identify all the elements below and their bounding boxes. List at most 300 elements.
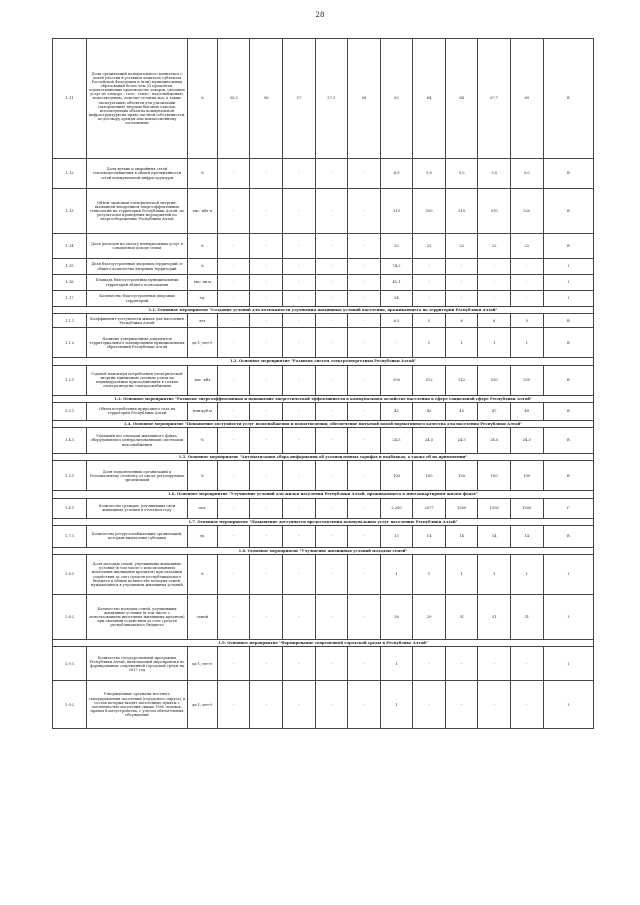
value-cell: 43 <box>413 402 446 420</box>
section-header: 1.3. Основное мероприятие "Развитие энергоэффективных и повышение энергетической эффективности в коммунальном хозяйстве населения в сфере социальной сфере Республики Алтай" <box>53 395 594 402</box>
value-cell: 58 <box>348 39 381 159</box>
value-cell: - <box>315 291 348 307</box>
section-header: 1.5. Основное мероприятие "Автоматизация сбора информации об установленных тарифах и надбавках, а также об их применении" <box>53 454 594 461</box>
value-cell: 22 <box>478 234 511 259</box>
value-cell: 1 <box>445 555 478 595</box>
table-row <box>53 402 594 420</box>
value-cell: 31 <box>478 595 511 640</box>
table-row <box>53 555 594 595</box>
value-cell: - <box>348 525 381 547</box>
value-cell: - <box>217 189 250 234</box>
table-row <box>53 189 594 234</box>
value-cell: 510 <box>445 189 478 234</box>
value-cell: - <box>315 555 348 595</box>
value-cell: 100 <box>478 461 511 491</box>
value-cell: 500 <box>380 365 413 395</box>
value-cell: 100 <box>380 461 413 491</box>
row-number-cell: 1.11 <box>53 39 87 159</box>
table-row <box>53 681 594 729</box>
table-row <box>53 291 594 307</box>
value-cell: - <box>315 275 348 291</box>
value-cell: - <box>250 314 283 328</box>
value-cell: - <box>250 402 283 420</box>
value-cell: - <box>250 555 283 595</box>
unit-cell: тыс. кВт <box>187 365 217 395</box>
value-cell: 42 <box>380 402 413 420</box>
row-number-cell: 1.9.2 <box>53 681 87 729</box>
indicator-name-cell: Удельный вес площади жилищного фонда, оборудованного централизованными системами водоснабжения <box>87 428 188 454</box>
value-cell: - <box>283 159 316 189</box>
value-cell: - <box>315 595 348 640</box>
indicator-name-cell: Доля благоустроенных дворовых территорий от общего количества дворовых территорий <box>87 259 188 275</box>
value-cell: - <box>445 259 478 275</box>
section-header-row <box>53 491 594 498</box>
value-cell: - <box>478 259 511 275</box>
value-cell: 1 <box>380 681 413 729</box>
value-cell: - <box>315 647 348 681</box>
row-number-cell: 1.9.1 <box>53 647 87 681</box>
value-cell: 69 <box>510 39 543 159</box>
value-cell: - <box>217 525 250 547</box>
table-row <box>53 647 594 681</box>
value-cell: - <box>510 647 543 681</box>
value-cell: 5,0 <box>510 159 543 189</box>
unit-cell: ед. <box>187 291 217 307</box>
value-cell: - <box>217 595 250 640</box>
value-cell: - <box>217 234 250 259</box>
value-cell: - <box>445 291 478 307</box>
value-cell: - <box>250 291 283 307</box>
value-cell: 1 <box>380 555 413 595</box>
value-cell: 510 <box>380 189 413 234</box>
section-header-row <box>53 307 594 314</box>
unit-cell: % <box>187 159 217 189</box>
unit-cell: % <box>187 39 217 159</box>
value-cell: - <box>217 314 250 328</box>
value-cell: - <box>217 647 250 681</box>
section-header-row <box>53 640 594 647</box>
section-header-row <box>53 395 594 402</box>
value-cell: - <box>510 291 543 307</box>
row-number-cell: 1.16 <box>53 275 87 291</box>
value-cell: - <box>283 428 316 454</box>
value-cell: - <box>315 189 348 234</box>
unit-cell: да-1; нет-0 <box>187 647 217 681</box>
value-cell: - <box>217 365 250 395</box>
section-header: 1.9. Основное мероприятие "Формирование современной городской среды в Республике Алтай" <box>53 640 594 647</box>
section-header-row <box>53 547 594 554</box>
value-cell: - <box>217 555 250 595</box>
value-cell: - <box>478 275 511 291</box>
row-number-cell: 1.5.1 <box>53 461 87 491</box>
category-cell: I <box>543 291 593 307</box>
value-cell: - <box>250 275 283 291</box>
category-cell: В <box>543 189 593 234</box>
row-number-cell: 1.6.1 <box>53 498 87 518</box>
unit-cell: тыс. кВт·ч <box>187 189 217 234</box>
row-number-cell: 1.13 <box>53 189 87 234</box>
value-cell: 100 <box>510 461 543 491</box>
value-cell: 62 <box>380 39 413 159</box>
category-cell: В <box>543 525 593 547</box>
value-cell: - <box>315 365 348 395</box>
value-cell: - <box>348 259 381 275</box>
value-cell: - <box>283 328 316 358</box>
value-cell: - <box>348 461 381 491</box>
value-cell: 525 <box>510 365 543 395</box>
table-row <box>53 525 594 547</box>
value-cell: - <box>250 365 283 395</box>
value-cell: 57,5 <box>315 39 348 159</box>
value-cell: - <box>348 681 381 729</box>
value-cell: 2077 <box>413 498 446 518</box>
value-cell: 100 <box>445 461 478 491</box>
value-cell: - <box>315 681 348 729</box>
value-cell: 5,0 <box>445 159 478 189</box>
row-number-cell: 1.8.1 <box>53 555 87 595</box>
value-cell: 29 <box>413 595 446 640</box>
value-cell: - <box>283 234 316 259</box>
category-cell: I <box>543 595 593 640</box>
indicator-name-cell: Количество благоустроенных дворовых территорий <box>87 291 188 307</box>
category-cell: I <box>543 681 593 729</box>
section-header: 1.8. Основное мероприятие "Улучшение жилищных условий молодых семей" <box>53 547 594 554</box>
category-cell: В <box>543 234 593 259</box>
value-cell: - <box>315 525 348 547</box>
value-cell: - <box>445 275 478 291</box>
value-cell: - <box>510 275 543 291</box>
value-cell: - <box>283 555 316 595</box>
section-header: 1.7. Основное мероприятие "Повышение доступности предоставления коммунальных услуг населению Республики Алтай" <box>53 518 594 525</box>
value-cell: - <box>250 259 283 275</box>
value-cell: 64 <box>445 39 478 159</box>
value-cell: - <box>478 681 511 729</box>
value-cell: 5,0 <box>478 159 511 189</box>
value-cell: 1 <box>413 555 446 595</box>
value-cell: - <box>250 498 283 518</box>
value-cell: - <box>283 525 316 547</box>
value-cell: - <box>217 291 250 307</box>
value-cell: - <box>413 275 446 291</box>
unit-cell: % <box>187 259 217 275</box>
table-row <box>53 428 594 454</box>
value-cell: - <box>217 428 250 454</box>
value-cell: - <box>250 189 283 234</box>
value-cell: 14 <box>413 525 446 547</box>
value-cell: 5,0 <box>413 159 446 189</box>
value-cell: - <box>348 365 381 395</box>
row-number-cell: 1.2.1 <box>53 365 87 395</box>
category-cell: В <box>543 402 593 420</box>
value-cell: 14 <box>478 525 511 547</box>
indicators-table-wrapper <box>52 38 594 729</box>
value-cell: 24,5 <box>510 428 543 454</box>
row-number-cell: 1.1.2 <box>53 328 87 358</box>
table-row <box>53 365 594 395</box>
value-cell: - <box>348 291 381 307</box>
value-cell: - <box>283 681 316 729</box>
category-cell: I <box>543 259 593 275</box>
value-cell: 6 <box>445 314 478 328</box>
section-header-row <box>53 358 594 365</box>
value-cell: - <box>250 461 283 491</box>
section-header: 1.2. Основное мероприятие "Развитие систем электроэнергетики Республики Алтай" <box>53 358 594 365</box>
value-cell: - <box>217 275 250 291</box>
value-cell: 24,5 <box>380 428 413 454</box>
value-cell: - <box>315 314 348 328</box>
value-cell: 24,5 <box>413 428 446 454</box>
indicator-name-cell: Количество государственной программы Республики Алтай, включающей мероприятия по формированию современной городской среды на 2017 год <box>87 647 188 681</box>
indicator-name-cell: Объем экономии электрической энергии, вызванной внедрением энергоэффективных технологий на территории Республики Алтай, по результатам проведения мероприятий по энергосбережению Республики Алтай <box>87 189 188 234</box>
value-cell: - <box>217 159 250 189</box>
value-cell: - <box>413 647 446 681</box>
value-cell: - <box>217 461 250 491</box>
indicator-name-cell: Количество граждан, улучшивших свои жилищные условия в отчетном году <box>87 498 188 518</box>
value-cell: - <box>250 681 283 729</box>
value-cell: 512 <box>445 365 478 395</box>
value-cell: 57 <box>283 39 316 159</box>
value-cell: - <box>315 402 348 420</box>
unit-cell: % <box>187 555 217 595</box>
indicator-name-cell: Количество ресурсоснабжающих организаций, которым выплачены субсидии <box>87 525 188 547</box>
category-cell: В <box>543 428 593 454</box>
row-number-cell: 1.14 <box>53 234 87 259</box>
value-cell: 520 <box>478 365 511 395</box>
value-cell: - <box>478 291 511 307</box>
value-cell: - <box>283 647 316 681</box>
value-cell: - <box>478 647 511 681</box>
table-row <box>53 39 594 159</box>
table-row <box>53 159 594 189</box>
indicator-name-cell: Доля подключенных организаций к Региональному сегменту от числа регулируемых организаций <box>87 461 188 491</box>
section-header-row <box>53 420 594 427</box>
unit-cell: чел. <box>187 498 217 518</box>
value-cell: - <box>217 328 250 358</box>
table-row <box>53 461 594 491</box>
value-cell: - <box>283 402 316 420</box>
value-cell: 49 <box>510 402 543 420</box>
page-number: 28 <box>315 11 325 19</box>
value-cell: 1 <box>510 328 543 358</box>
value-cell: 22 <box>380 234 413 259</box>
value-cell: - <box>217 402 250 420</box>
value-cell: - <box>315 461 348 491</box>
value-cell: 5 <box>510 314 543 328</box>
value-cell: 64 <box>413 39 446 159</box>
value-cell: 1500 <box>445 498 478 518</box>
value-cell: - <box>283 314 316 328</box>
value-cell: 1 <box>510 555 543 595</box>
value-cell: - <box>348 234 381 259</box>
table-row <box>53 328 594 358</box>
value-cell: - <box>413 681 446 729</box>
value-cell: 45 <box>445 402 478 420</box>
value-cell: - <box>348 555 381 595</box>
indicator-name-cell: Объем потребления природного газа на территории Республики Алтай <box>87 402 188 420</box>
value-cell: 1500 <box>510 498 543 518</box>
value-cell: - <box>510 681 543 729</box>
value-cell: - <box>510 259 543 275</box>
value-cell: - <box>283 365 316 395</box>
value-cell: 31 <box>510 595 543 640</box>
value-cell: - <box>348 328 381 358</box>
value-cell: - <box>315 234 348 259</box>
unit-cell: % <box>187 234 217 259</box>
value-cell: - <box>348 275 381 291</box>
unit-cell: ед. <box>187 525 217 547</box>
value-cell: 14 <box>510 525 543 547</box>
value-cell: 67,7 <box>478 39 511 159</box>
category-cell: В <box>543 328 593 358</box>
value-cell: - <box>217 681 250 729</box>
category-cell: В <box>543 159 593 189</box>
value-cell: 24,5 <box>478 428 511 454</box>
value-cell: - <box>348 159 381 189</box>
category-cell: В <box>543 39 593 159</box>
section-header: 1.6. Основное мероприятие "Улучшение условий для жилья населения Республики Алтай, проживающего в многоквартирном жилом фонде" <box>53 491 594 498</box>
value-cell: - <box>445 681 478 729</box>
unit-cell: семей <box>187 595 217 640</box>
unit-cell: млн.куб.м <box>187 402 217 420</box>
value-cell: - <box>250 328 283 358</box>
indicator-name-cell: Доля молодых семей, улучшивших жилищные условия (в том числе с использованием ипотечных жилищных кредитов) при оказании содействия за счет средств республиканского бюджета в общем количестве молодых семей, нуждающихся в улучшении жилищных условий <box>87 555 188 595</box>
value-cell: - <box>380 328 413 358</box>
value-cell: 22 <box>510 234 543 259</box>
table-row <box>53 234 594 259</box>
value-cell: 510 <box>478 189 511 234</box>
category-cell: В <box>543 314 593 328</box>
indicator-name-cell: Утвержденные органами местного самоуправления поселений (городского округа), в состав которых входят населенные пункты с численностью населения свыше 1000 человек, правил благоустройства, с учетом обязательных обсуждений <box>87 681 188 729</box>
section-header: 1.1. Основное мероприятие "Создание условий для возможности улучшения жилищных условий населения, проживающего на территории Республики Алтай" <box>53 307 594 314</box>
value-cell: 5 <box>413 314 446 328</box>
value-cell: - <box>283 291 316 307</box>
indicator-name-cell: Коэффициент доступности жилья для населения Республики Алтай <box>87 314 188 328</box>
value-cell: 26 <box>380 595 413 640</box>
value-cell: 74,2 <box>380 259 413 275</box>
value-cell: - <box>348 428 381 454</box>
value-cell: - <box>348 498 381 518</box>
value-cell: 6,5 <box>380 314 413 328</box>
unit-cell: % <box>187 461 217 491</box>
value-cell: - <box>217 498 250 518</box>
value-cell: - <box>315 428 348 454</box>
value-cell: - <box>348 595 381 640</box>
value-cell: 24,5 <box>445 428 478 454</box>
value-cell: - <box>283 461 316 491</box>
category-cell: I <box>543 647 593 681</box>
value-cell: - <box>283 275 316 291</box>
value-cell: - <box>315 328 348 358</box>
category-cell: В <box>543 365 593 395</box>
value-cell: - <box>413 291 446 307</box>
value-cell: - <box>348 402 381 420</box>
row-number-cell: 1.17 <box>53 291 87 307</box>
value-cell: - <box>250 647 283 681</box>
section-header: 1.4. Основное мероприятие "Повышение доступности услуг водоснабжения и водоотведения, обеспечение питьевой водой нормативного качества для населения Республики Алтай" <box>53 420 594 427</box>
unit-cell: да-1; нет-0 <box>187 328 217 358</box>
value-cell: 2 200 <box>380 498 413 518</box>
category-cell: I <box>543 555 593 595</box>
value-cell: - <box>445 647 478 681</box>
value-cell: 14 <box>445 525 478 547</box>
unit-cell: % <box>187 428 217 454</box>
indicator-name-cell: Количество молодых семей, улучшивших жилищные условия (в том числе с использованием ипотечных жилищных кредитов) при оказании содействия за счет средств республиканского бюджета <box>87 595 188 640</box>
value-cell: 45,1 <box>380 275 413 291</box>
value-cell: 56 <box>250 39 283 159</box>
row-number-cell: 1.8.2 <box>53 595 87 640</box>
value-cell: - <box>250 428 283 454</box>
value-cell: 6 <box>478 314 511 328</box>
value-cell: 1 <box>478 328 511 358</box>
category-cell: В <box>543 461 593 491</box>
category-cell: I <box>543 275 593 291</box>
value-cell: 520 <box>510 189 543 234</box>
value-cell: - <box>250 159 283 189</box>
value-cell: 54 <box>380 291 413 307</box>
row-number-cell: 1.15 <box>53 259 87 275</box>
value-cell: 1 <box>380 647 413 681</box>
table-row <box>53 259 594 275</box>
indicator-name-cell: Доля организаций коммунального комплекса с долей участия в уставном капитале субъектов Российской Федерации и (или) муниципальных образований более чем 25 процентов, осуществляющих производство товаров, оказание услуг по электро-, газо-, тепло-, водоснабжению, водоотведению, очистке сточных вод, а также эксплуатацию объектов для утилизации (захоронения) твердых бытовых отходов, использующих объекты коммунальной инфраструктуры на праве частной собственности, по договору аренды или концессионному соглашению <box>87 39 188 159</box>
indicators-table <box>52 38 594 729</box>
value-cell: 1 <box>445 328 478 358</box>
value-cell: - <box>283 498 316 518</box>
value-cell: 520 <box>413 189 446 234</box>
table-row <box>53 498 594 518</box>
indicator-name-cell: Доля расходов на оплату коммунальных услуг в совокупном доходе семьи <box>87 234 188 259</box>
value-cell: - <box>348 647 381 681</box>
unit-cell: да-1; нет-0 <box>187 681 217 729</box>
row-number-cell: 1.7.1 <box>53 525 87 547</box>
value-cell: - <box>250 525 283 547</box>
value-cell: 4,9 <box>380 159 413 189</box>
table-row <box>53 275 594 291</box>
unit-cell: лет <box>187 314 217 328</box>
row-number-cell: 1.3.1 <box>53 402 87 420</box>
value-cell: - <box>348 189 381 234</box>
value-cell: - <box>283 189 316 234</box>
value-cell: - <box>283 259 316 275</box>
value-cell: - <box>315 159 348 189</box>
indicator-name-cell: Наличие утвержденных документов территориального планирования муниципальных образований Республики Алтай <box>87 328 188 358</box>
row-number-cell: 1.1.1 <box>53 314 87 328</box>
row-number-cell: 1.4.1 <box>53 428 87 454</box>
table-row <box>53 314 594 328</box>
value-cell: 1500 <box>478 498 511 518</box>
table-row <box>53 595 594 640</box>
value-cell: 13 <box>380 525 413 547</box>
value-cell: - <box>413 259 446 275</box>
indicator-name-cell: Годовой максимум потребления электрической энергии единичным сетевым узлом на индивидуальных присоединениях в точках электроэнергии электроснабжения <box>87 365 188 395</box>
value-cell: 100 <box>413 461 446 491</box>
value-cell: 55,5 <box>217 39 250 159</box>
value-cell: 1 <box>478 555 511 595</box>
value-cell: - <box>250 234 283 259</box>
value-cell: 31 <box>445 595 478 640</box>
value-cell: - <box>250 595 283 640</box>
value-cell: - <box>315 498 348 518</box>
value-cell: - <box>217 259 250 275</box>
value-cell: 22 <box>413 234 446 259</box>
section-header-row <box>53 454 594 461</box>
unit-cell: тыс. кв.м <box>187 275 217 291</box>
value-cell: - <box>315 259 348 275</box>
indicator-name-cell: Площадь благоустроенных муниципальных территорий общего пользования <box>87 275 188 291</box>
value-cell: 1 <box>413 328 446 358</box>
indicator-name-cell: Доля ветхих и аварийных сетей тепловодоснабжения в общей протяженности сетей коммунальной инфраструктуры <box>87 159 188 189</box>
value-cell: 22 <box>445 234 478 259</box>
section-header-row <box>53 518 594 525</box>
